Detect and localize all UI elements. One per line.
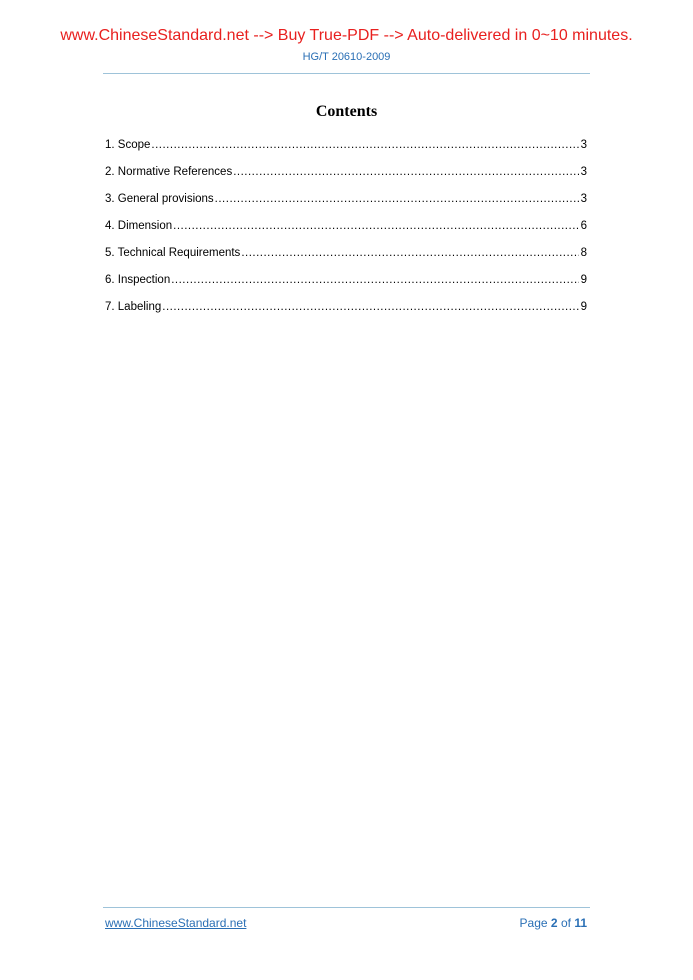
toc-entry-dimension[interactable] [105,219,587,246]
page-number [520,916,587,930]
toc-entry-label: 3. General provisions [105,193,214,205]
toc-leader-dots [151,138,578,152]
toc-entry-label: 6. Inspection [105,274,171,286]
header-banner[interactable]: www.ChineseStandard.net --> Buy True-PDF --> Auto-delivered in 0~10 minutes. [60,27,633,44]
toc-entry-inspection[interactable] [105,273,587,300]
header-divider [103,73,590,74]
toc-entry-technical-requirements[interactable] [105,246,587,273]
toc-entry-label: 2. Normative References [105,166,233,178]
toc-leader-dots [173,219,578,233]
toc-entry-label: 4. Dimension [105,220,173,232]
toc-leader-dots [171,273,578,287]
toc-entry-page: 3 [580,166,587,178]
footer-divider [103,907,590,908]
document-code: HG/T 20610-2009 [302,51,391,63]
footer-website-link[interactable]: www.ChineseStandard.net [105,916,247,930]
toc-entry-page: 3 [580,139,587,151]
page-word: Page [519,916,548,930]
page-total: 11 [574,916,587,930]
page-current: 2 [550,916,558,930]
toc-leader-dots [215,192,579,206]
toc-entry-page: 9 [580,274,587,286]
toc-entry-label: 7. Labeling [105,301,162,313]
toc-entry-labeling[interactable] [105,300,587,327]
toc-leader-dots [162,300,578,314]
toc-entry-page: 8 [580,247,587,259]
toc-entry-page: 6 [580,220,587,232]
page-title: Contents [315,103,378,120]
toc-entry-page: 9 [580,301,587,313]
toc-leader-dots [233,165,578,179]
toc-entry-scope[interactable] [105,138,587,165]
toc-entry-label: 1. Scope [105,139,151,151]
toc-entry-label: 5. Technical Requirements [105,247,241,259]
table-of-contents [105,138,587,327]
toc-leader-dots [241,246,578,260]
page-of: of [560,916,571,930]
toc-entry-page: 3 [580,193,587,205]
toc-entry-normative-references[interactable] [105,165,587,192]
toc-entry-general-provisions[interactable] [105,192,587,219]
